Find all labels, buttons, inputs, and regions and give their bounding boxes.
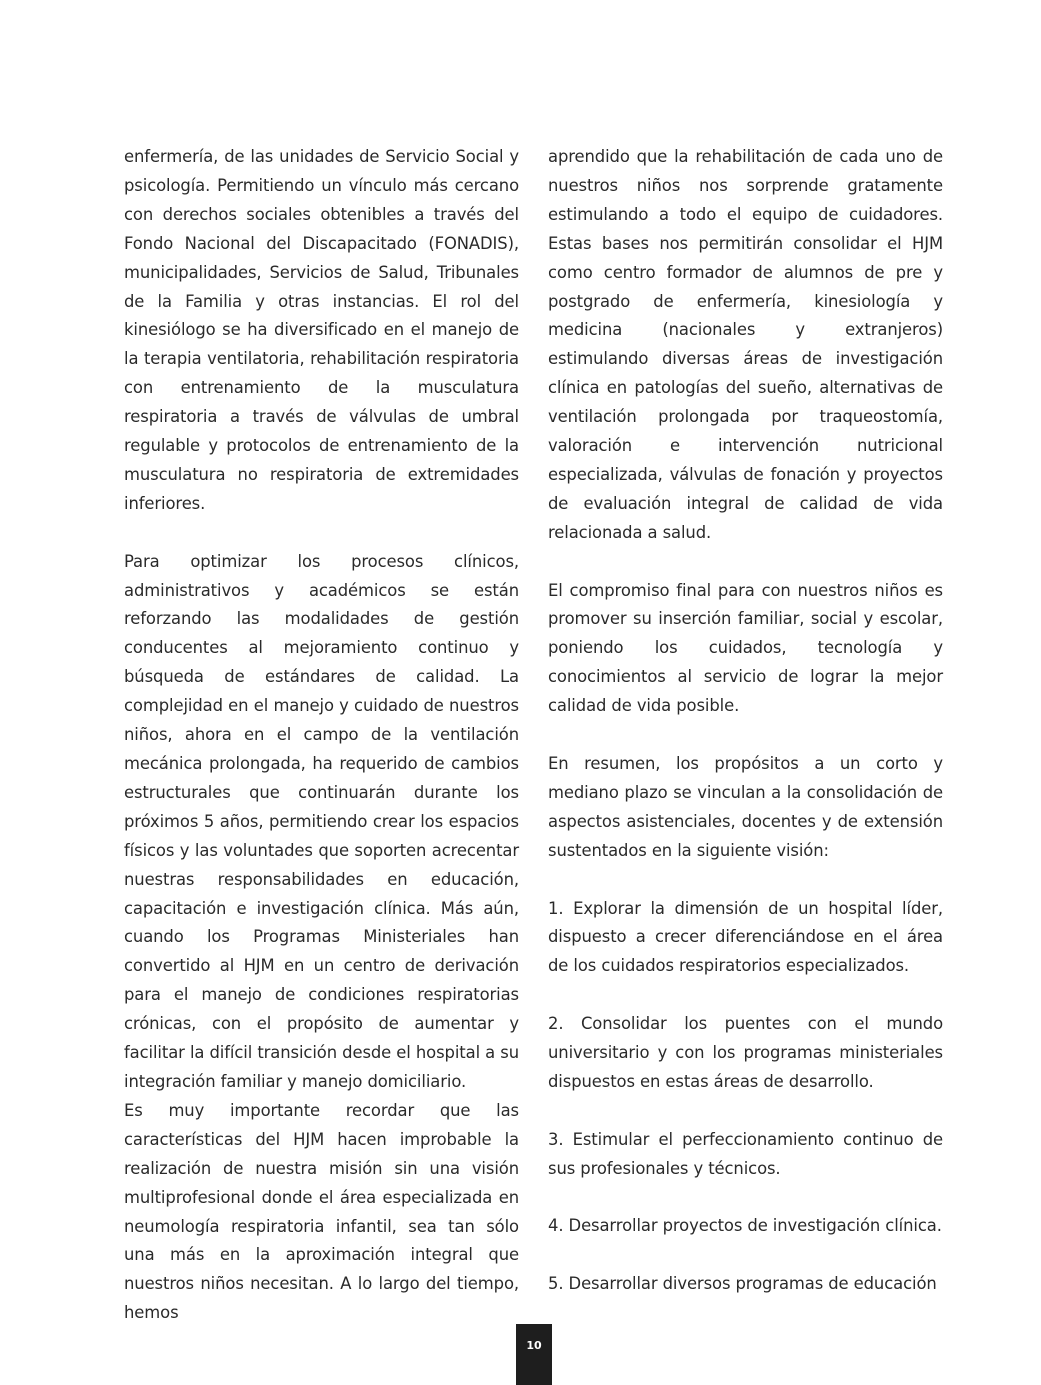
right-paragraph-1: aprendido que la rehabilitación de cada uno de nuestros niños nos sorprende gratamente estimulando a todo el equipo de cuidadores. Estas bases nos permitirán consolidar el HJM como centro formador de alumnos de pre y postgrado de enfermería, kinesiología y medicina (nacionales y extranjeros) estimulando diversas áreas de investigación clínica en patologías del sueño, alternativas de ventilación prolongada por traqueostomía, valoración e intervención nutricional especializada, válvulas de fonación y proyectos de evaluación integral de calidad de vida relacionada a salud. [548, 147, 943, 542]
left-paragraph-1: enfermería, de las unidades de Servicio Social y psicología. Permitiendo un vínculo más cercano con derechos sociales obtenibles a través del Fondo Nacional del Discapacitado (FONADIS), municipalidades, Servicios de Salud, Tribunales de la Familia y otras instancias. El rol del kinesiólogo se ha diversificado en el manejo de la terapia ventilatoria, rehabilitación respiratoria con entrenamiento de la musculatura respiratoria a través de válvulas de umbral regulable y protocolos de entrenamiento de la musculatura no respiratoria de extremidades inferiores. [124, 147, 519, 513]
list-item-3: 3. Estimular el perfeccionamiento continuo de sus profesionales y técnicos. [548, 1129, 943, 1178]
left-column [124, 143, 519, 1328]
right-paragraph-2: El compromiso final para con nuestros niños es promover su inserción familiar, social y escolar, poniendo los cuidados, tecnología y conocimientos al servicio de lograr la mejor calidad de vida posible. [548, 580, 943, 716]
list-item-5: 5. Desarrollar diversos programas de educación [548, 1274, 937, 1294]
right-column [548, 143, 943, 1299]
list-item-1: 1. Explorar la dimensión de un hospital líder, dispuesto a crecer diferenciándose en el área de los cuidados respiratorios especializados. [548, 898, 943, 976]
list-item-2: 2. Consolidar los puentes con el mundo universitario y con los programas ministeriales dispuestos en estas áreas de desarrollo. [548, 1014, 943, 1091]
list-item-4: 4. Desarrollar proyectos de investigación clínica. [548, 1216, 942, 1236]
right-paragraph-3: En resumen, los propósitos a un corto y mediano plazo se vinculan a la consolidación de aspectos asistenciales, docentes y de extensión sustentados en la siguiente visión: [548, 754, 943, 860]
left-paragraph-3: Es muy importante recordar que las características del HJM hacen improbable la realización de nuestra misión sin una visión multiprofesional donde el área especializada en neumología respiratoria infantil, sea tan sólo una más en la aproximación integral que nuestros niños necesitan. A lo largo del tiempo, hemos [124, 1100, 519, 1323]
left-paragraph-2: Para optimizar los procesos clínicos, administrativos y académicos se están reforzando las modalidades de gestión conducentes al mejoramiento continuo y búsqueda de estándares de calidad. La complejidad en el manejo y cuidado de nuestros niños, ahora en el campo de la ventilación mecánica prolongada, ha requerido de cambios estructurales que continuarán durante los próximos 5 años, permitiendo crear los espacios físicos y las voluntades que soporten acrecentar nuestras responsabilidades en educación, capacitación e investigación clínica. Más aún, cuando los Programas Ministeriales han convertido al HJM en un centro de derivación para el manejo de condiciones respiratorias crónicas, con el propósito de aumentar y facilitar la difícil transición desde el hospital a su integración familiar y manejo domiciliario. [124, 551, 519, 1091]
page-number: 10 [516, 1324, 552, 1385]
